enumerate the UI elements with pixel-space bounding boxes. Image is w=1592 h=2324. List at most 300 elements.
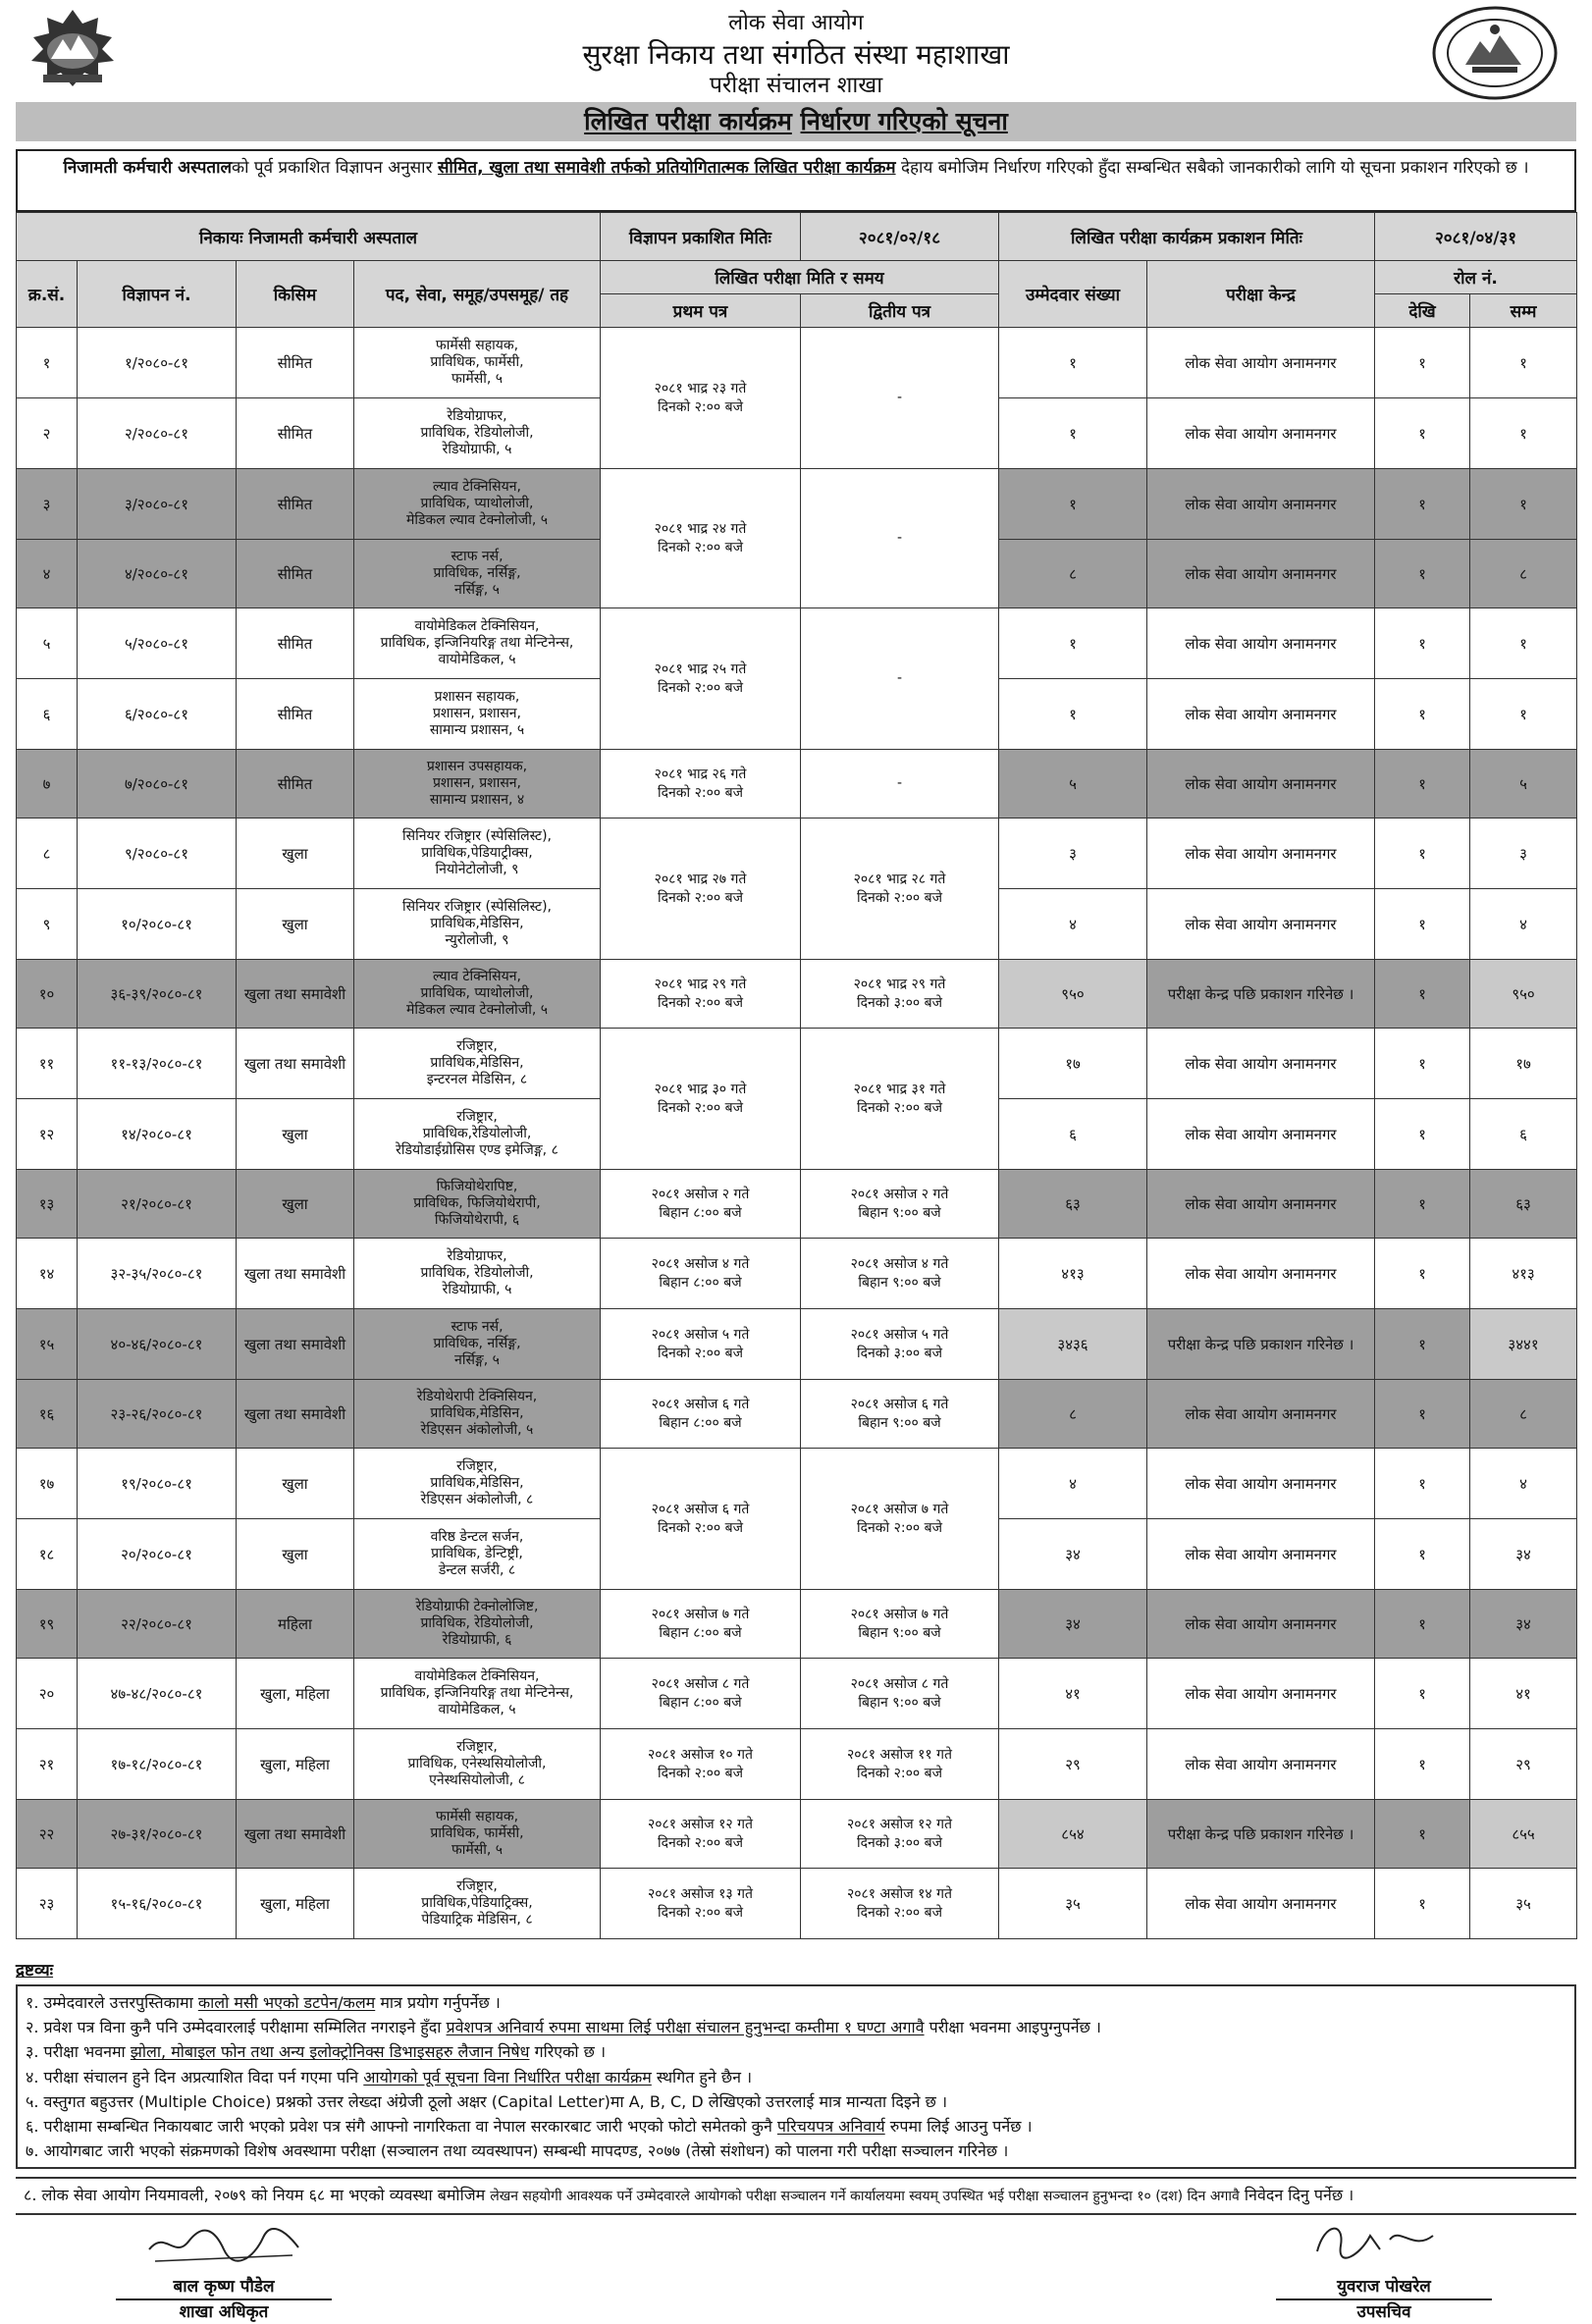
cell-paper1-date [601,1170,801,1239]
cell-post [354,1800,601,1869]
post-line: स्टाफ नर्स, [451,549,504,564]
post-line: रेडियोथेरापी टेक्निसियन, [416,1389,538,1404]
date-line: २०८१ भाद्र २६ गते [654,766,747,782]
cell-type: सीमित [237,398,354,469]
cell-candidates: २९ [999,1729,1147,1800]
cell-roll-from: १ [1375,398,1470,469]
date-line: २०८१ असोज १० गते [647,1746,754,1763]
cell-candidates: १ [999,608,1147,679]
cell-post [354,889,601,960]
cell-roll-from: १ [1375,469,1470,540]
col-paper1: प्रथम पत्र [601,294,801,328]
notes-heading: द्रष्टव्यः [16,1961,54,1981]
col-roll-to: सम्म [1470,294,1577,328]
cell-paper1-date [601,1449,801,1590]
cell-sn: १२ [17,1099,78,1170]
post-line: रेडियोग्राफर, [447,1248,507,1264]
cell-paper1-date [601,819,801,960]
date-line: दिनको २:०० बजे [657,784,744,801]
cell-sn: २० [17,1659,78,1729]
col-type: किसिम [237,261,354,328]
post-line: प्राविधिक,मेडिसिन, [430,1055,524,1071]
cell-adv: ११-१३/२०८०-८१ [78,1029,237,1099]
cell-adv: ५/२०८०-८१ [78,608,237,679]
intro-highlight: सीमित, खुला तथा समावेशी तर्फको प्रतियोगितात्मक लिखित परीक्षा कार्यक्रम [437,158,896,178]
date-line: २०८१ असोज ७ गते [850,1501,949,1517]
cell-post [354,328,601,398]
division-name: सुरक्षा निकाय तथा संगठित संस्था महाशाखा [582,37,1010,71]
date-line: दिनको २:०० बजे [856,1519,943,1536]
cell-post [354,1380,601,1449]
cell-roll-to: ८ [1470,540,1577,608]
date-line: २०८१ असोज २ गते [850,1186,949,1202]
cell-paper1-date [601,328,801,469]
cell-post [354,1309,601,1380]
cell-candidates: १ [999,679,1147,750]
cell-type: महिला [237,1590,354,1659]
cell-roll-from: १ [1375,1449,1470,1519]
date-line: दिनको २:०० बजे [657,1345,744,1361]
cell-roll-from: १ [1375,328,1470,398]
cell-adv: ६/२०८०-८१ [78,679,237,750]
date-line: बिहान ८:०० बजे [659,1624,742,1641]
cell-candidates: ५ [999,750,1147,819]
date-line: २०८१ भाद्र २७ गते [654,871,747,887]
cell-adv: ४०-४६/२०८०-८१ [78,1309,237,1380]
left-signature [116,2275,332,2324]
cell-candidates: ४१३ [999,1239,1147,1309]
post-line: रेडियोग्राफी, ५ [442,1282,512,1297]
date-line: २०८१ असोज ४ गते [651,1255,750,1272]
post-line: प्राविधिक,रेडियोलोजी, [422,1126,532,1141]
cell-center: परीक्षा केन्द्र पछि प्रकाशन गरिनेछ । [1147,1800,1375,1869]
cell-sn: २३ [17,1869,78,1939]
cell-center: लोक सेवा आयोग अनामनगर [1147,398,1375,469]
right-signature-scribble [1311,2216,1439,2269]
post-line: रजिष्ट्रार, [456,1878,498,1894]
table-row [17,1449,1577,1519]
cell-candidates: ९५० [999,960,1147,1029]
cell-adv: ३२-३५/२०८०-८१ [78,1239,237,1309]
table-row [17,608,1577,679]
cell-paper2-date [801,1869,999,1939]
cell-sn: ८ [17,819,78,889]
table-row [17,1380,1577,1449]
date-line: २०८१ असोज ५ गते [850,1326,949,1343]
cell-adv: ३६-३९/२०८०-८१ [78,960,237,1029]
date-line: दिनको २:०० बजे [657,1519,744,1536]
cell-paper2-date [801,1029,999,1170]
cell-candidates: ८ [999,540,1147,608]
post-line: वायोमेडिकल टेक्निसियन, [414,618,540,634]
date-line: बिहान ८:०० बजे [659,1204,742,1221]
table-row [17,1729,1577,1800]
cell-sn: १ [17,328,78,398]
table-body [17,328,1577,1939]
cell-center: लोक सेवा आयोग अनामनगर [1147,1590,1375,1659]
cell-paper2-date [801,750,999,819]
cell-paper1-date [601,1729,801,1800]
cell-roll-to: १ [1470,398,1577,469]
post-line: फार्मेसी सहायक, [435,338,519,353]
date-line: २०८१ असोज १२ गते [647,1816,754,1832]
cell-type: खुला तथा समावेशी [237,1309,354,1380]
cell-paper2-date [801,1590,999,1659]
cell-sn: ४ [17,540,78,608]
cell-type: सीमित [237,540,354,608]
post-line: प्राविधिक, एनेस्थसियोलोजी, [407,1756,547,1771]
post-line: प्राविधिक,पेडियाट्रीक्स, [421,845,533,861]
cell-sn: १९ [17,1590,78,1659]
date-line: - [896,670,903,686]
cell-type: खुला [237,1449,354,1519]
cell-candidates: १ [999,398,1147,469]
cell-roll-from: १ [1375,1869,1470,1939]
cell-center: लोक सेवा आयोग अनामनगर [1147,469,1375,540]
cell-center: लोक सेवा आयोग अनामनगर [1147,1729,1375,1800]
col-exam: लिखित परीक्षा मिति र समय [601,261,999,294]
post-line: रेडियोग्राफी, ५ [442,442,512,457]
date-line: २०८१ असोज ८ गते [651,1675,750,1692]
cell-paper2-date [801,960,999,1029]
cell-sn: १० [17,960,78,1029]
col-center: परीक्षा केन्द्र [1147,261,1375,328]
post-line: ल्याव टेक्निसियन, [433,479,521,495]
cell-center: लोक सेवा आयोग अनामनगर [1147,540,1375,608]
cell-sn: १४ [17,1239,78,1309]
date-line: दिनको २:०० बजे [657,1099,744,1116]
cell-center: लोक सेवा आयोग अनामनगर [1147,1380,1375,1449]
date-line: २०८१ असोज ७ गते [651,1606,750,1622]
post-line: मेडिकल ल्याव टेक्नोलोजी, ५ [406,1002,548,1018]
cell-roll-to: १७ [1470,1029,1577,1099]
cell-sn: २२ [17,1800,78,1869]
cell-center: लोक सेवा आयोग अनामनगर [1147,1659,1375,1729]
cell-paper2-date [801,469,999,608]
cell-adv: २/२०८०-८१ [78,398,237,469]
cell-center: लोक सेवा आयोग अनामनगर [1147,1170,1375,1239]
post-line: प्राविधिक, प्याथोलोजी, [420,496,534,511]
col-candidates: उम्मेदवार संख्या [999,261,1147,328]
cell-sn: २ [17,398,78,469]
cell-paper1-date [601,1659,801,1729]
date-line: बिहान ९:०० बजे [858,1204,941,1221]
org-info: निकायः निजामती कर्मचारी अस्पताल [17,213,601,261]
post-line: प्राविधिक, इन्जिनियरिङ्ग तथा मेन्टिनेन्स, [380,1685,574,1701]
cell-type: खुला तथा समावेशी [237,1029,354,1099]
date-line: दिनको २:०० बजे [856,1099,943,1116]
cell-paper1-date [601,750,801,819]
note-item: १. उम्मेदवारले उत्तरपुस्तिकामा कालो मसी भएको डटपेन/कलम मात्र प्रयोग गर्नुपर्नेछ । [26,1993,501,2012]
cell-type: सीमित [237,328,354,398]
post-line: रजिष्ट्रार, [456,1458,498,1474]
cell-candidates: १ [999,328,1147,398]
cell-sn: १६ [17,1380,78,1449]
cell-sn: १८ [17,1519,78,1590]
table-row [17,1239,1577,1309]
left-signatory-name: बाल कृष्ण पौडेल [116,2275,332,2300]
post-line: प्राविधिक, फार्मेसी, [430,1825,524,1841]
cell-adv: ४/२०८०-८१ [78,540,237,608]
cell-sn: १३ [17,1170,78,1239]
cell-roll-from: १ [1375,889,1470,960]
post-line: नर्सिङ्ग, ५ [454,1352,500,1368]
post-line: नियोनेटोलोजी, ९ [435,862,519,877]
right-signature [1276,2275,1492,2324]
cell-roll-to: ३४४१ [1470,1309,1577,1380]
cell-adv: ४७-४८/२०८०-८१ [78,1659,237,1729]
post-line: रेडियोग्राफर, [447,408,507,424]
cell-center: लोक सेवा आयोग अनामनगर [1147,1029,1375,1099]
post-line: न्युरोलोजी, ९ [445,932,509,948]
cell-paper1-date [601,1239,801,1309]
post-line: इन्टरनल मेडिसिन, ८ [426,1072,528,1087]
cell-post [354,1729,601,1800]
cell-paper2-date [801,1800,999,1869]
cell-candidates: ३५ [999,1869,1147,1939]
cell-paper1-date [601,1869,801,1939]
post-line: सिनियर रजिष्ट्रार (स्पेसिलिस्ट), [402,899,552,915]
cell-adv: १७-१८/२०८०-८१ [78,1729,237,1800]
table-row [17,1309,1577,1380]
date-line: २०८१ असोज ११ गते [846,1746,953,1763]
date-line: २०८१ भाद्र २५ गते [654,660,747,677]
table-row [17,1170,1577,1239]
program-date-label: लिखित परीक्षा कार्यक्रम प्रकाशन मितिः [999,213,1375,261]
cell-roll-to: ९५० [1470,960,1577,1029]
cell-center: लोक सेवा आयोग अनामनगर [1147,1099,1375,1170]
post-line: प्राविधिक, नर्सिङ्ग, [433,1336,521,1351]
cell-roll-to: ३४ [1470,1519,1577,1590]
cell-paper1-date [601,1380,801,1449]
cell-adv: २७-३१/२०८०-८१ [78,1800,237,1869]
note-item: २. प्रवेश पत्र विना कुनै पनि उम्मेदवारलाई परीक्षामा सम्मिलित नगराइने हुँदा प्रवेशपत्र अनिवार्य रुपमा साथमा लिई परीक्षा संचालन हुनुभन्दा कम्तीमा १ घण्टा अगावै परीक्षा भवनमा आइपुग्नुपर्नेछ । [26,2018,1101,2037]
date-line: दिनको २:०० बजे [657,1765,744,1781]
cell-roll-from: १ [1375,1029,1470,1099]
date-line: दिनको २:०० बजे [657,1834,744,1851]
cell-roll-from: १ [1375,679,1470,750]
date-line: बिहान ९:०० बजे [858,1274,941,1291]
cell-paper2-date [801,819,999,960]
post-line: वायोमेडिकल टेक्निसियन, [414,1668,540,1684]
cell-type: खुला [237,819,354,889]
date-line: २०८१ भाद्र २८ गते [853,871,946,887]
cell-candidates: ६ [999,1099,1147,1170]
note-item-8: ८. लोक सेवा आयोग नियमावली, २०७९ को नियम ६८ मा भएको व्यवस्था बमोजिम लेखन सहयोगी आवश्यक पर्ने उम्मेदवारले आयोगको परीक्षा सञ्चालन गर्ने कार्यालयमा स्वयम् उपस्थित भई परीक्षा सञ्चालन हुनुभन्दा १० (दश) दिन अगावै निवेदन दिनु पर्नेछ । [16,2177,1576,2215]
cell-roll-from: १ [1375,1380,1470,1449]
cell-candidates: ८ [999,1380,1147,1449]
cell-adv: २२/२०८०-८१ [78,1590,237,1659]
commission-name: लोक सेवा आयोग [728,11,864,35]
program-date: २०८१/०४/३१ [1375,213,1577,261]
post-line: प्राविधिक, फार्मेसी, [430,354,524,370]
table-row [17,960,1577,1029]
cell-roll-to: ६३ [1470,1170,1577,1239]
post-line: रेडियोग्राफी, ६ [442,1632,512,1648]
cell-roll-to: ३५ [1470,1869,1577,1939]
cell-candidates: ३ [999,819,1147,889]
date-line: बिहान ८:०० बजे [659,1274,742,1291]
col-roll: रोल नं. [1375,261,1577,294]
cell-roll-to: १ [1470,469,1577,540]
post-line: सामान्य प्रशासन, ५ [429,722,525,738]
cell-type: सीमित [237,608,354,679]
cell-roll-from: १ [1375,1309,1470,1380]
cell-center: लोक सेवा आयोग अनामनगर [1147,328,1375,398]
note-item: ६. परीक्षामा सम्बन्धित निकायबाट जारी भएको प्रवेश पत्र संगै आफ्नो नागरिकता वा नेपाल सरकारबाट जारी भएको फोटो समेतको कुनै परिचयपत्र अनिवार्य रुपमा लिई आउनु पर्नेछ । [26,2117,1033,2137]
cell-roll-to: ४१३ [1470,1239,1577,1309]
cell-paper1-date [601,469,801,608]
post-line: प्राविधिक, फिजियोथेरापी, [413,1195,541,1211]
cell-candidates: ३४३६ [999,1309,1147,1380]
cell-roll-from: १ [1375,750,1470,819]
post-line: प्राविधिक, रेडियोलोजी, [420,425,534,441]
date-line: दिनको २:०० बजे [657,398,744,415]
cell-candidates: १७ [999,1029,1147,1099]
cell-adv: ७/२०८०-८१ [78,750,237,819]
adv-date: २०८१/०२/१८ [801,213,999,261]
cell-roll-to: ५ [1470,750,1577,819]
adv-date-label: विज्ञापन प्रकाशित मितिः [601,213,801,261]
cell-post [354,1099,601,1170]
cell-adv: १५-१६/२०८०-८१ [78,1869,237,1939]
cell-roll-to: ८ [1470,1380,1577,1449]
cell-candidates: ३४ [999,1519,1147,1590]
date-line: २०८१ भाद्र २९ गते [654,976,747,992]
table-row [17,750,1577,819]
cell-center: परीक्षा केन्द्र पछि प्रकाशन गरिनेछ । [1147,960,1375,1029]
cell-type: सीमित [237,750,354,819]
post-line: प्राविधिक,मेडिसिन, [430,1405,524,1421]
intro-org: निजामती कर्मचारी अस्पताल [63,158,233,178]
cell-post [354,1519,601,1590]
post-line: प्रशासन, प्रशासन, [432,775,522,791]
cell-post [354,679,601,750]
cell-paper1-date [601,608,801,750]
cell-post [354,1869,601,1939]
date-line: दिनको २:०० बजे [856,1765,943,1781]
cell-candidates: १ [999,469,1147,540]
cell-paper2-date [801,1309,999,1380]
date-line: २०८१ भाद्र २३ गते [654,380,747,396]
date-line: २०८१ असोज १२ गते [846,1816,953,1832]
right-signatory-title: उपसचिव [1356,2302,1411,2322]
col-paper2: द्वितीय पत्र [801,294,999,328]
post-line: रेडियोडाईग्रोसिस एण्ड इमेजिङ्ग, ८ [396,1142,558,1158]
post-line: फार्मेसी, ५ [451,1842,504,1858]
post-line: प्रशासन सहायक, [434,689,520,705]
cell-roll-to: १ [1470,608,1577,679]
cell-roll-from: १ [1375,1800,1470,1869]
cell-post [354,1590,601,1659]
intro-text-1: को पूर्व प्रकाशित विज्ञापन अनुसार [232,158,438,178]
cell-candidates: ६३ [999,1170,1147,1239]
cell-roll-from: १ [1375,1519,1470,1590]
cell-candidates: ४ [999,1449,1147,1519]
cell-type: खुला तथा समावेशी [237,960,354,1029]
cell-paper2-date [801,1659,999,1729]
cell-roll-to: ३४ [1470,1590,1577,1659]
date-line: दिनको २:०० बजे [657,679,744,696]
cell-post [354,540,601,608]
date-line: - [896,390,903,405]
cell-roll-to: ६ [1470,1099,1577,1170]
post-line: मेडिकल ल्याव टेक्नोलोजी, ५ [406,512,548,528]
cell-candidates: ४१ [999,1659,1147,1729]
col-adv: विज्ञापन नं. [78,261,237,328]
cell-adv: १९/२०८०-८१ [78,1449,237,1519]
cell-center: लोक सेवा आयोग अनामनगर [1147,1869,1375,1939]
table-row [17,328,1577,398]
col-sn: क्र.सं. [17,261,78,328]
post-line: प्राविधिक, डेन्टिष्ट्री, [431,1546,523,1561]
cell-paper1-date [601,1029,801,1170]
cell-center: लोक सेवा आयोग अनामनगर [1147,819,1375,889]
office-header [0,10,1592,99]
date-line: दिनको ३:०० बजे [856,1834,943,1851]
cell-adv: ९/२०८०-८१ [78,819,237,889]
cell-adv: १०/२०८०-८१ [78,889,237,960]
cell-paper2-date [801,1449,999,1590]
exam-schedule-table [16,212,1577,1939]
cell-sn: ५ [17,608,78,679]
post-line: नर्सिङ्ग, ५ [454,582,500,598]
note-item: ४. परीक्षा संचालन हुने दिन अप्रत्याशित विदा पर्न गएमा पनि आयोगको पूर्व सूचना विना निर्धारित परीक्षा कार्यक्रम स्थगित हुने छैन । [26,2067,753,2086]
cell-post [354,398,601,469]
cell-sn: १५ [17,1309,78,1380]
cell-adv: १/२०८०-८१ [78,328,237,398]
cell-candidates: ८५४ [999,1800,1147,1869]
cell-candidates: ३४ [999,1590,1147,1659]
cell-type: खुला, महिला [237,1729,354,1800]
notice-title-part2: निर्धारण गरिएको सूचना [800,107,1008,135]
post-line: प्रशासन उपसहायक, [426,759,528,774]
cell-post [354,469,601,540]
section-name: परीक्षा संचालन शाखा [709,72,883,98]
col-post: पद, सेवा, समूह/उपसमूह/ तह [354,261,601,328]
post-line: प्राविधिक, रेडियोलोजी, [420,1615,534,1631]
post-line: डेन्टल सर्जरी, ८ [438,1562,516,1578]
note-item: ५. वस्तुगत बहुउत्तर (Multiple Choice) प्रश्नको उत्तर लेख्दा अंग्रेजी ठूलो अक्षर (Capital Letter)मा A, B, C, D लेखिएको उत्तरलाई मात्र मान्यता दिइने छ । [26,2091,948,2111]
post-line: प्राविधिक, नर्सिङ्ग, [433,565,521,581]
cell-sn: ६ [17,679,78,750]
table-row [17,1869,1577,1939]
post-line: फार्मेसी सहायक, [435,1809,519,1824]
cell-sn: ११ [17,1029,78,1099]
cell-roll-from: १ [1375,1659,1470,1729]
date-line: दिनको २:०० बजे [657,994,744,1011]
cell-center: लोक सेवा आयोग अनामनगर [1147,679,1375,750]
cell-sn: ९ [17,889,78,960]
cell-type: खुला [237,1099,354,1170]
post-line: वायोमेडिकल, ५ [438,1702,516,1717]
date-line: बिहान ९:०० बजे [858,1694,941,1711]
cell-paper1-date [601,1309,801,1380]
date-line: दिनको २:०० बजे [856,1904,943,1921]
cell-roll-to: १ [1470,328,1577,398]
post-line: रजिष्ट्रार, [456,1109,498,1125]
post-line: फिजियोथेरापी, ६ [434,1212,520,1228]
cell-adv: २०/२०८०-८१ [78,1519,237,1590]
cell-center: परीक्षा केन्द्र पछि प्रकाशन गरिनेछ । [1147,1309,1375,1380]
cell-roll-from: १ [1375,608,1470,679]
cell-roll-from: १ [1375,960,1470,1029]
cell-adv: २३-२६/२०८०-८१ [78,1380,237,1449]
intro-text-2: देहाय बमोजिम निर्धारण गरिएको हुँदा सम्बन्धित सबैको जानकारीको लागि यो सूचना प्रकाशन गरिएको छ । [895,158,1529,178]
post-line: फार्मेसी, ५ [451,371,504,387]
cell-roll-from: १ [1375,1729,1470,1800]
cell-type: खुला, महिला [237,1869,354,1939]
